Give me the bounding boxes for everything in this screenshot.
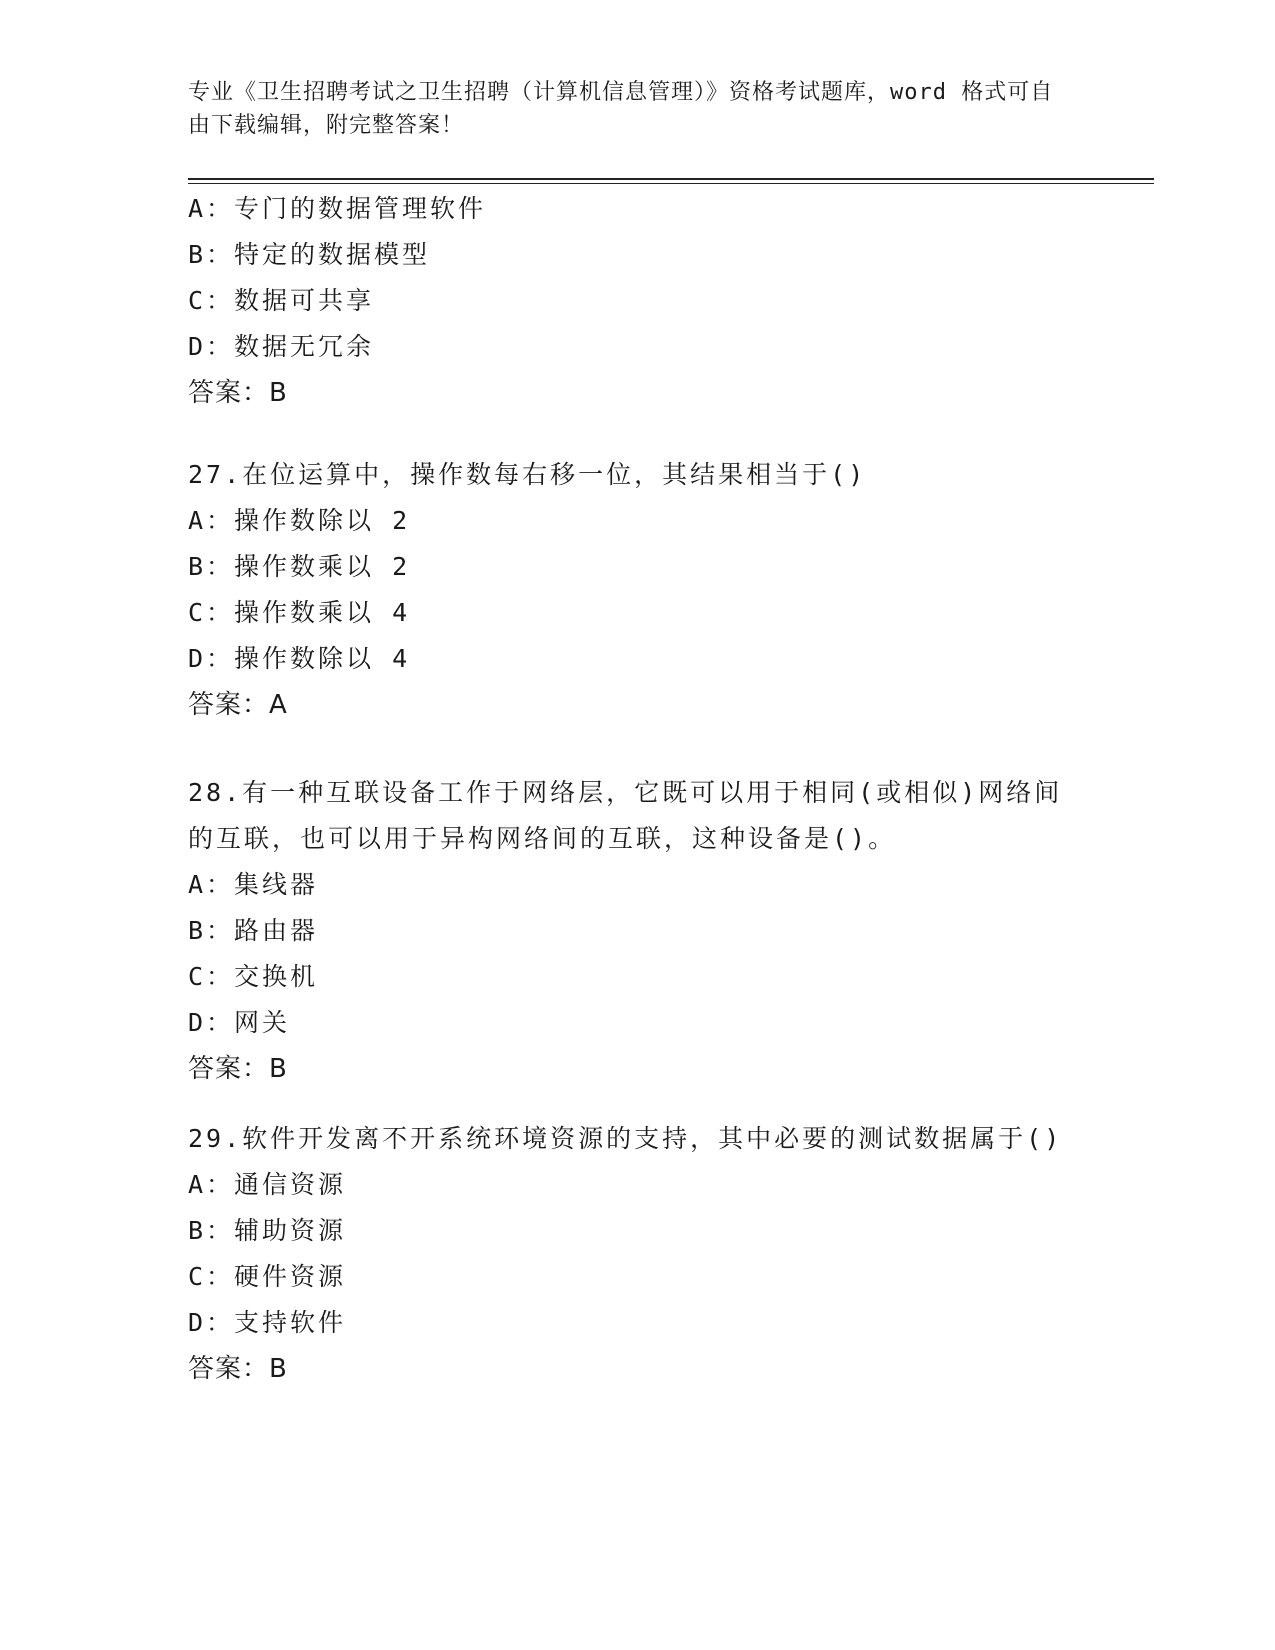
answer-text: 答案：B — [188, 1054, 288, 1084]
option-b: B：辅助资源 — [188, 1216, 347, 1245]
header-divider-thin — [188, 183, 1154, 184]
question-text: 29.软件开发离不开系统环境资源的支持，其中必要的测试数据属于() — [188, 1124, 1063, 1153]
question-27-block — [188, 452, 1088, 728]
option-a: A：集线器 — [188, 870, 319, 899]
option-c: C：操作数乘以 4 — [188, 598, 411, 627]
option-a: A：专门的数据管理软件 — [188, 194, 487, 223]
option-c: C：交换机 — [188, 962, 319, 991]
option-c: C：硬件资源 — [188, 1262, 347, 1291]
document-header: 专业《卫生招聘考试之卫生招聘（计算机信息管理）》资格考试题库，word 格式可自由下载编辑，附完整答案！ — [188, 80, 1054, 138]
question-text: 27.在位运算中，操作数每右移一位，其结果相当于() — [188, 460, 867, 489]
option-b: B：特定的数据模型 — [188, 240, 431, 269]
option-b: B：路由器 — [188, 916, 319, 945]
answer-text: 答案：A — [188, 690, 288, 720]
option-c: C：数据可共享 — [188, 286, 375, 315]
question-text-line-1: 28.有一种互联设备工作于网络层，它既可以用于相同(或相似)网络间 — [188, 778, 1063, 807]
option-b: B：操作数乘以 2 — [188, 552, 411, 581]
question-28-block — [188, 770, 1088, 1092]
option-a: A：通信资源 — [188, 1170, 347, 1199]
question-26-block — [188, 186, 1088, 416]
answer-text: 答案：B — [188, 378, 288, 408]
answer-text: 答案：B — [188, 1354, 288, 1384]
header-divider-thick — [188, 178, 1154, 180]
option-a: A：操作数除以 2 — [188, 506, 411, 535]
option-d: D：支持软件 — [188, 1308, 347, 1337]
option-d: D：数据无冗余 — [188, 332, 375, 361]
option-d: D：操作数除以 4 — [188, 644, 411, 673]
question-29-block — [188, 1116, 1088, 1392]
option-d: D：网关 — [188, 1008, 291, 1037]
question-text-line-2: 的互联，也可以用于异构网络间的互联，这种设备是()。 — [188, 824, 897, 853]
